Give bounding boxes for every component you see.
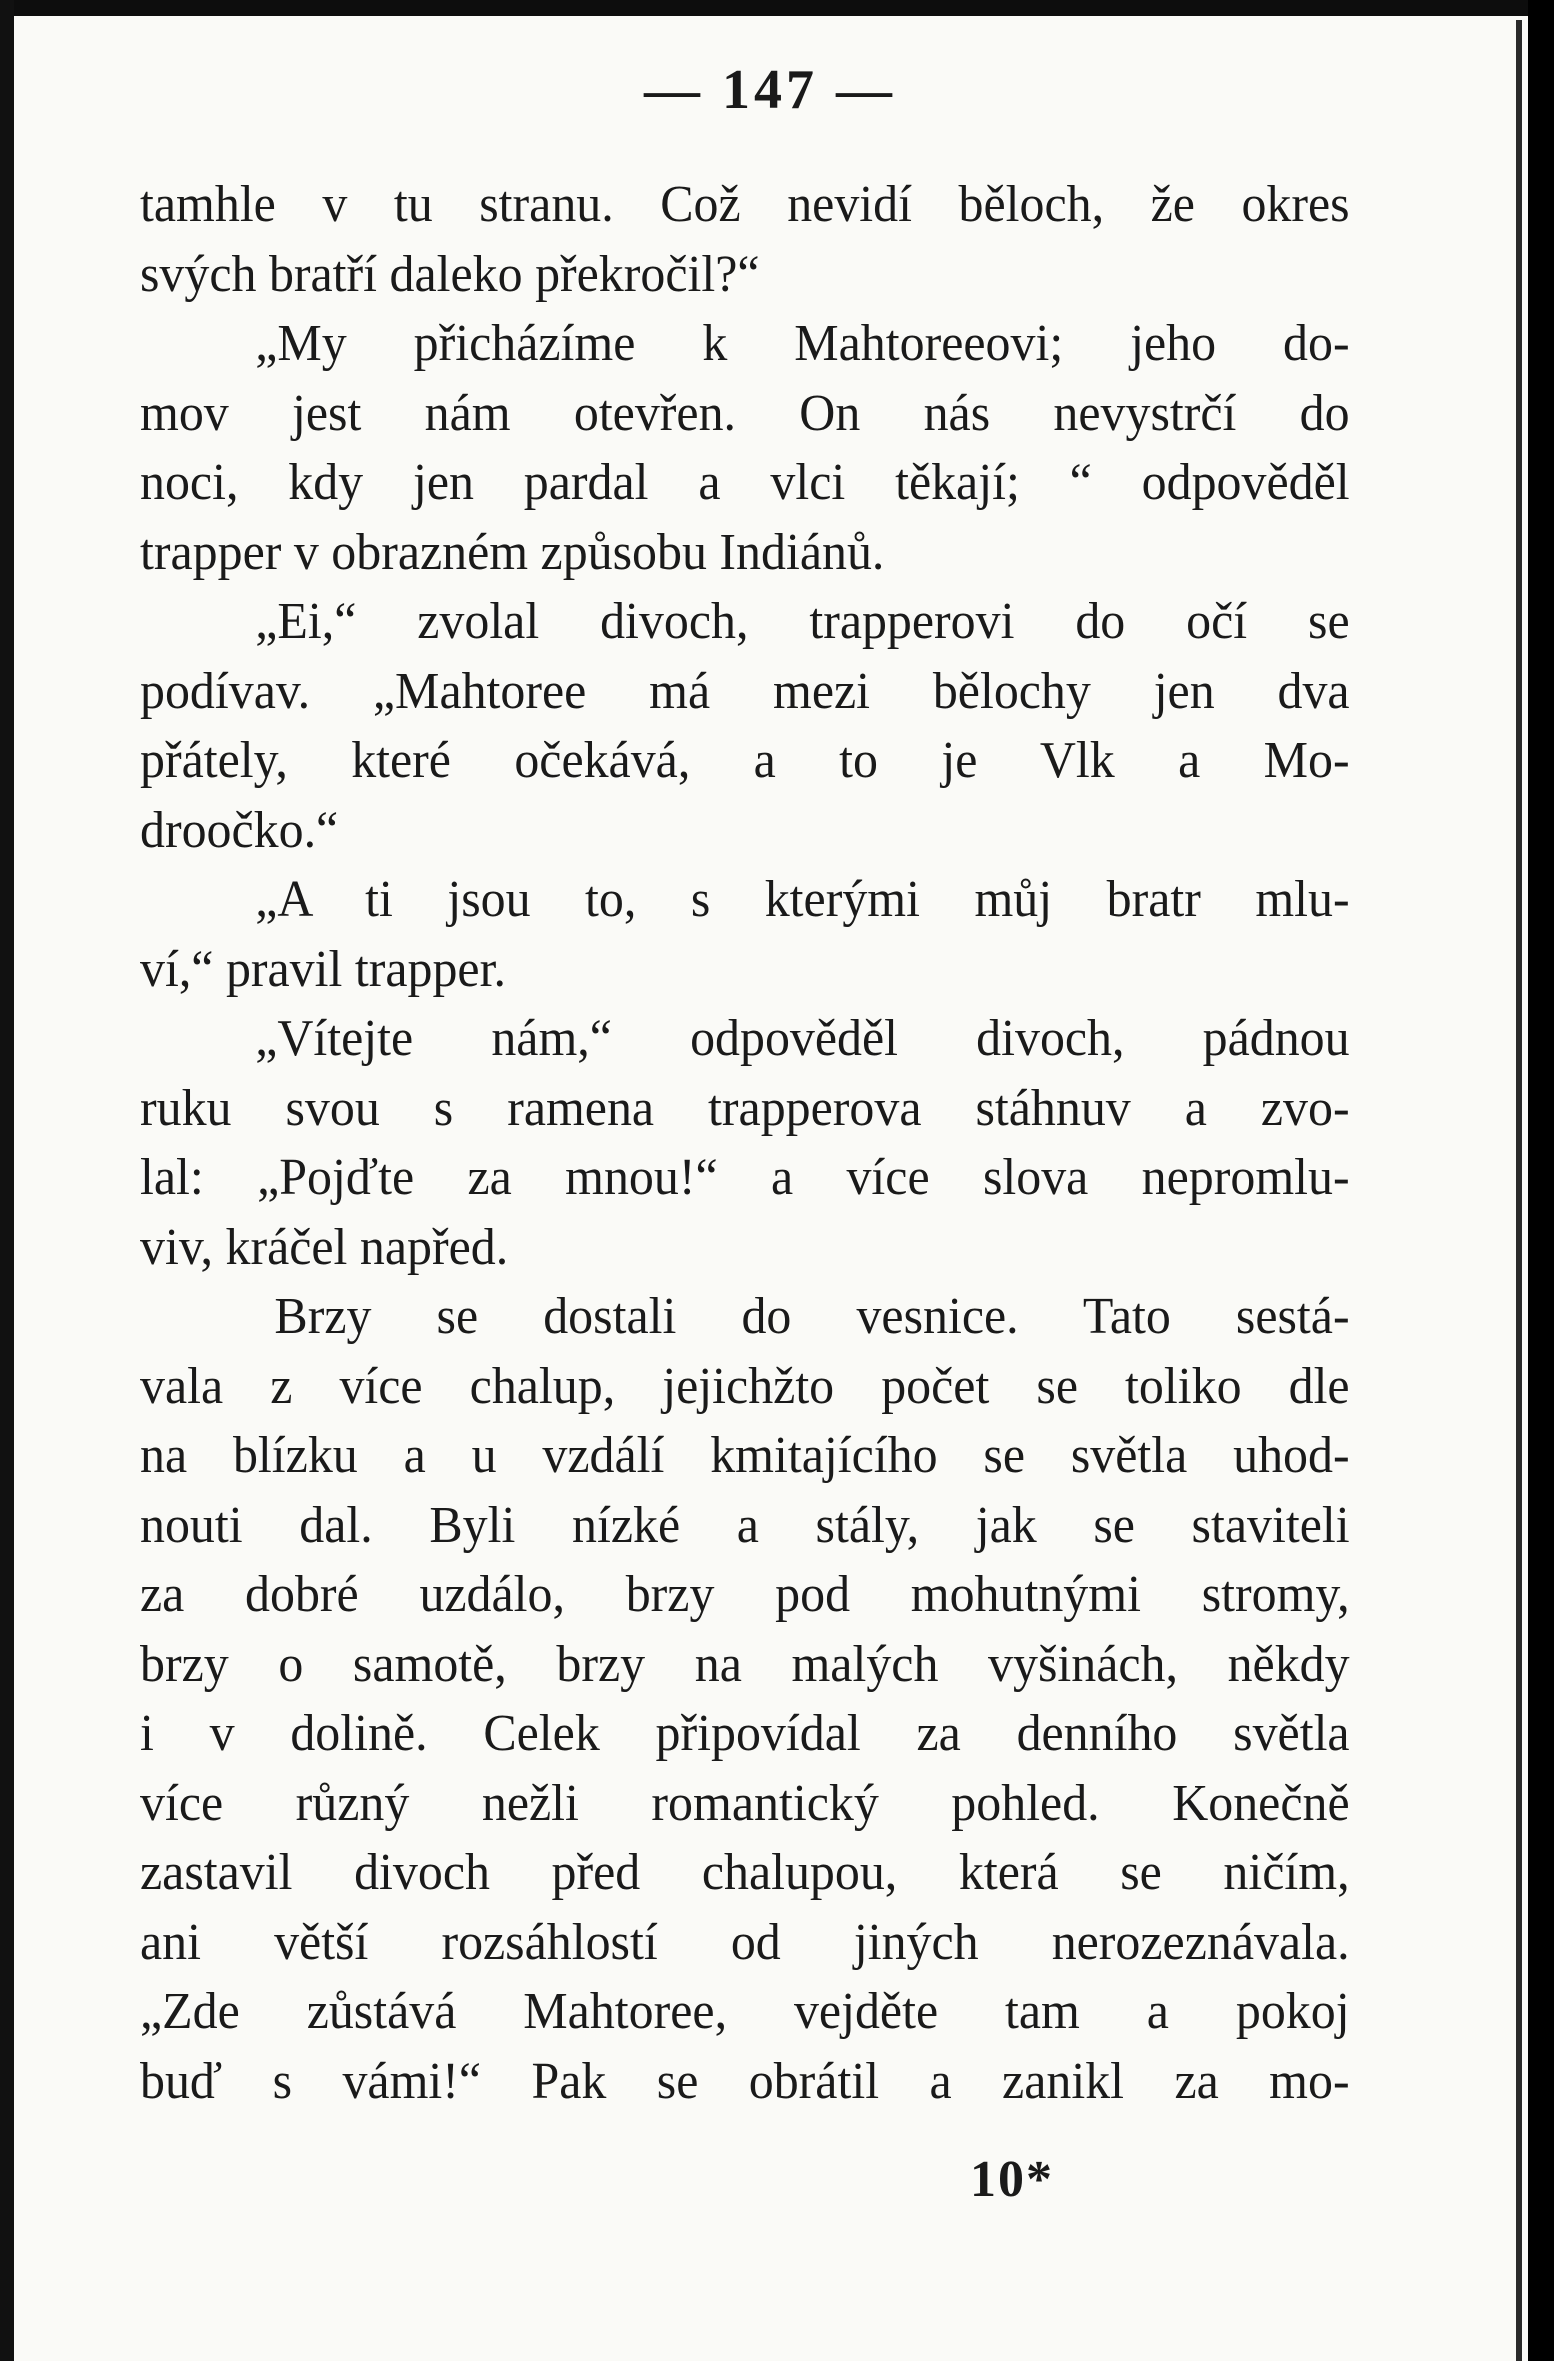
body-text: [140, 170, 1400, 2116]
text-line: zastavil divoch před chalupou, která se ničím,: [140, 1844, 1350, 1901]
text-line: trapper v obrazném způsobu Indiánů.: [140, 523, 885, 581]
text-line: viv, kráčel napřed.: [140, 1218, 509, 1276]
text-line: mov jest nám otevřen. On nás nevystrčí do: [140, 384, 1350, 442]
text-line: na blízku a u vzdálí kmitajícího se světla uhod-: [140, 1427, 1350, 1484]
text-line: „A ti jsou to, s kterými můj bratr mlu-: [255, 871, 1350, 928]
text-line: „Vítejte nám,“ odpověděl divoch, pádnou: [255, 1010, 1350, 1067]
text-line: podívav. „Mahtoree má mezi bělochy jen dva: [140, 662, 1350, 720]
scan-border-top: [0, 0, 1554, 16]
book-page: [60, 40, 1480, 2340]
text-line: „Zde zůstává Mahtoree, vejděte tam a pokoj: [140, 1983, 1350, 2040]
text-line: přátely, které očekává, a to je Vlk a Mo-: [140, 732, 1350, 789]
text-line: noci, kdy jen pardal a vlci těkají; “ odpověděl: [140, 454, 1350, 511]
text-line: vala z více chalup, jejichžto počet se toliko dle: [140, 1357, 1350, 1415]
text-line: nouti dal. Byli nízké a stály, jak se staviteli: [140, 1496, 1350, 1554]
text-line: lal: „Pojďte za mnou!“ a více slova nepromlu-: [140, 1149, 1350, 1206]
text-line: „My přicházíme k Mahtoreeovi; jeho do-: [255, 315, 1350, 372]
text-line: droočko.“: [140, 801, 339, 859]
text-line: ani větší rozsáhlostí od jiných nerozeznávala.: [140, 1913, 1350, 1971]
text-line: i v dolině. Celek připovídal za denního světla: [140, 1705, 1350, 1762]
text-line: „Ei,“ zvolal divoch, trapperovi do očí se: [255, 593, 1350, 650]
text-line: svých bratří daleko překročil?“: [140, 245, 760, 303]
text-line: za dobré uzdálo, brzy pod mohutnými stromy,: [140, 1566, 1350, 1623]
scan-border-right: [1528, 0, 1554, 2361]
scan-border-left: [0, 0, 14, 2361]
text-line: buď s vámi!“ Pak se obrátil a zanikl za mo-: [140, 2052, 1350, 2110]
page-number: — 147 —: [644, 59, 896, 121]
text-line: tamhle v tu stranu. Což nevidí běloch, že okres: [140, 176, 1350, 233]
text-line: brzy o samotě, brzy na malých vyšinách, někdy: [140, 1635, 1350, 1693]
text-line: Brzy se dostali do vesnice. Tato sestá-: [274, 1288, 1350, 1345]
text-line: ví,“ pravil trapper.: [140, 940, 506, 998]
text-line: více různý nežli romantický pohled. Konečně: [140, 1774, 1350, 1832]
signature-mark: 10*: [970, 2151, 1054, 2208]
text-line: ruku svou s ramena trapperova stáhnuv a zvo-: [140, 1079, 1350, 1137]
scan-border-right-inner: [1516, 20, 1522, 2361]
